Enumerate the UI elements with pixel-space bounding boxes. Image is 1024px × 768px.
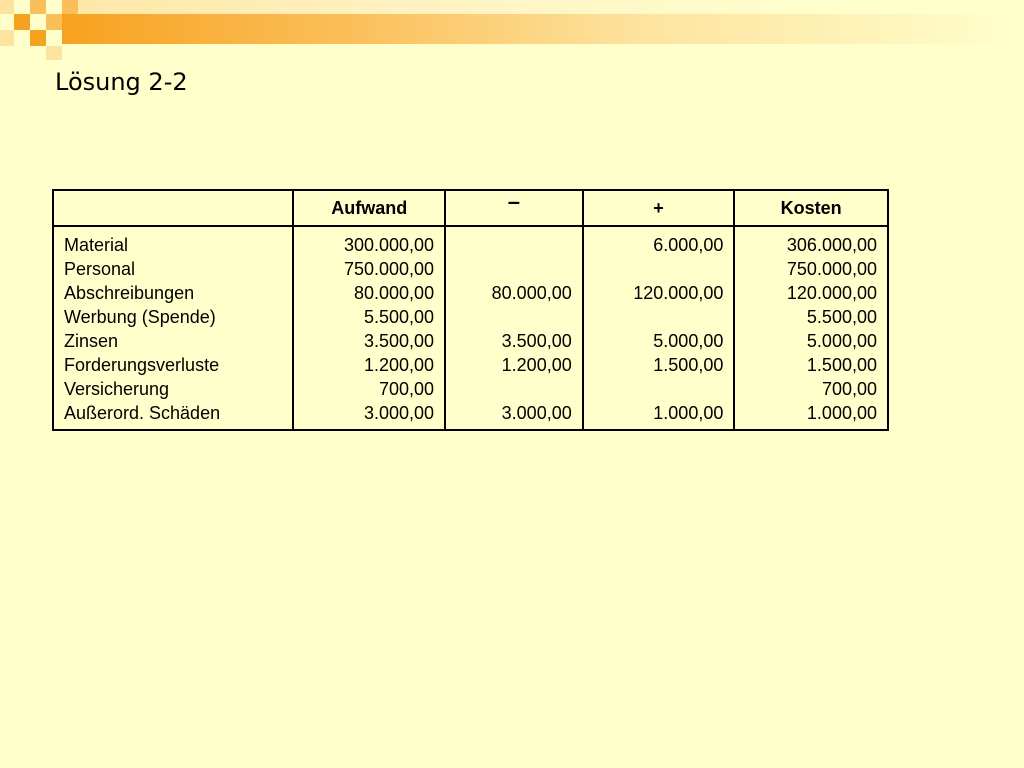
deco-square xyxy=(30,0,46,14)
table-body-row xyxy=(53,226,888,430)
header-band xyxy=(62,14,1024,44)
cell-aufwand: 5.500,00 xyxy=(364,307,435,327)
cell-aufwand: 300.000,00 xyxy=(343,235,435,255)
cell-plus xyxy=(584,377,734,401)
cell-kosten: 306.000,00 xyxy=(786,235,877,255)
minus-column xyxy=(445,226,583,430)
aufwand-column xyxy=(293,226,445,430)
header-aufwand: Aufwand xyxy=(293,190,445,226)
page-title: Lösung 2-2 xyxy=(55,68,188,96)
deco-square xyxy=(30,30,46,46)
cell-minus: 80.000,00 xyxy=(491,283,572,303)
plus-column xyxy=(583,226,735,430)
cell-plus xyxy=(584,257,734,281)
cell-aufwand: 1.200,00 xyxy=(364,355,435,375)
deco-square xyxy=(46,14,62,30)
cell-label: Material xyxy=(64,235,129,255)
kosten-column xyxy=(734,226,888,430)
header-kosten: Kosten xyxy=(734,190,888,226)
cell-aufwand: 750.000,00 xyxy=(343,259,435,279)
cell-plus: 1.000,00 xyxy=(653,403,724,423)
label-column xyxy=(53,226,293,430)
header-band-light xyxy=(78,0,1024,14)
table-header-row xyxy=(53,190,888,226)
cell-label: Abschreibungen xyxy=(64,283,195,303)
cell-label: Zinsen xyxy=(64,331,119,351)
deco-square xyxy=(62,0,78,14)
cell-kosten: 1.500,00 xyxy=(806,355,877,375)
cell-kosten: 700,00 xyxy=(821,379,877,399)
header-minus xyxy=(445,190,583,226)
cell-label: Forderungsverluste xyxy=(64,355,220,375)
cell-label: Personal xyxy=(64,259,136,279)
cell-label: Außerord. Schäden xyxy=(64,403,221,423)
cell-kosten: 120.000,00 xyxy=(786,283,877,303)
cell-kosten: 5.000,00 xyxy=(806,331,877,351)
cell-minus xyxy=(446,377,582,401)
cell-minus: 1.200,00 xyxy=(501,355,572,375)
cell-aufwand: 80.000,00 xyxy=(354,283,435,303)
cell-plus: 1.500,00 xyxy=(653,355,724,375)
header-plus: + xyxy=(583,190,735,226)
cell-kosten: 5.500,00 xyxy=(806,307,877,327)
cost-table xyxy=(52,189,889,431)
cell-label: Versicherung xyxy=(64,379,170,399)
cell-plus xyxy=(584,305,734,329)
cell-kosten: 1.000,00 xyxy=(806,403,877,423)
cell-label: Werbung (Spende) xyxy=(64,307,216,327)
cell-kosten: 750.000,00 xyxy=(786,259,877,279)
header-label xyxy=(53,190,293,226)
deco-square xyxy=(0,0,14,14)
cell-minus xyxy=(446,305,582,329)
deco-square xyxy=(14,14,30,30)
cell-aufwand: 3.500,00 xyxy=(364,331,435,351)
cell-minus xyxy=(446,233,582,257)
cell-aufwand: 700,00 xyxy=(379,379,435,399)
deco-square xyxy=(0,30,14,46)
cell-minus: 3.000,00 xyxy=(501,403,572,423)
minus-label: – xyxy=(507,189,521,214)
cell-aufwand: 3.000,00 xyxy=(364,403,435,423)
cell-minus xyxy=(446,257,582,281)
cell-minus: 3.500,00 xyxy=(501,331,572,351)
cell-plus: 6.000,00 xyxy=(653,235,724,255)
cell-plus: 5.000,00 xyxy=(653,331,724,351)
deco-square xyxy=(46,46,62,60)
cell-plus: 120.000,00 xyxy=(633,283,724,303)
